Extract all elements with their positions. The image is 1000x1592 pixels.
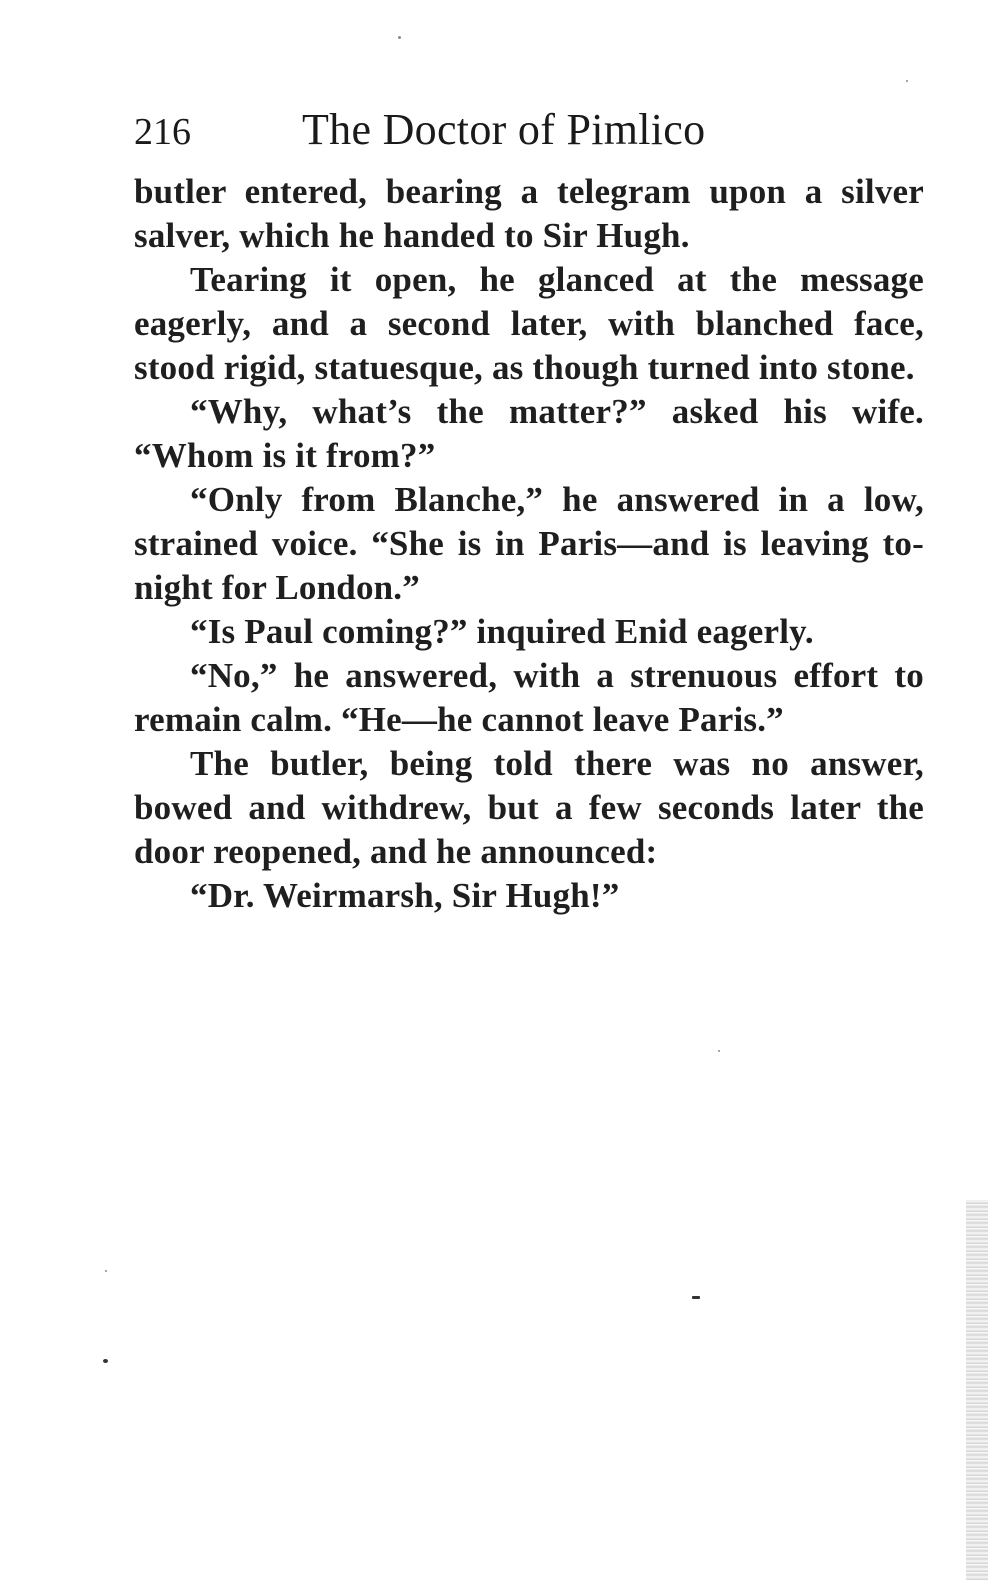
paragraph: “No,” he answered, with a strenuous effort to remain calm. “He—he cannot leave Paris.” xyxy=(134,656,924,739)
scan-edge-noise xyxy=(966,1200,988,1580)
paragraph: The butler, being told there was no answer, bowed and withdrew, but a few seconds later the door reopened, and he announced: xyxy=(134,744,924,871)
paragraph: Tearing it open, he glanced at the message eagerly, and a second later, with blanched face, stood rigid, statuesque, as though turned into stone. xyxy=(134,260,924,387)
scan-speck xyxy=(906,80,908,82)
running-head xyxy=(134,104,934,160)
scan-speck xyxy=(105,1270,107,1272)
paragraph-continuation: butler entered, bearing a telegram upon a silver salver, which he handed to Sir Hugh. xyxy=(134,172,924,255)
scan-speck xyxy=(398,36,401,39)
paragraph: “Only from Blanche,” he answered in a low, strained voice. “She is in Paris—and is leaving to-night for London.” xyxy=(134,480,924,607)
page-number: 216 xyxy=(134,111,191,153)
paragraph: “Dr. Weirmarsh, Sir Hugh!” xyxy=(190,876,620,915)
paragraph: “Why, what’s the matter?” asked his wife. “Whom is it from?” xyxy=(134,392,924,475)
scan-speck xyxy=(103,1359,108,1363)
scan-speck xyxy=(718,1050,720,1052)
book-title: The Doctor of Pimlico xyxy=(302,105,706,154)
scan-speck xyxy=(692,1296,700,1299)
paragraph: “Is Paul coming?” inquired Enid eagerly. xyxy=(190,612,814,651)
body-text xyxy=(134,170,924,918)
